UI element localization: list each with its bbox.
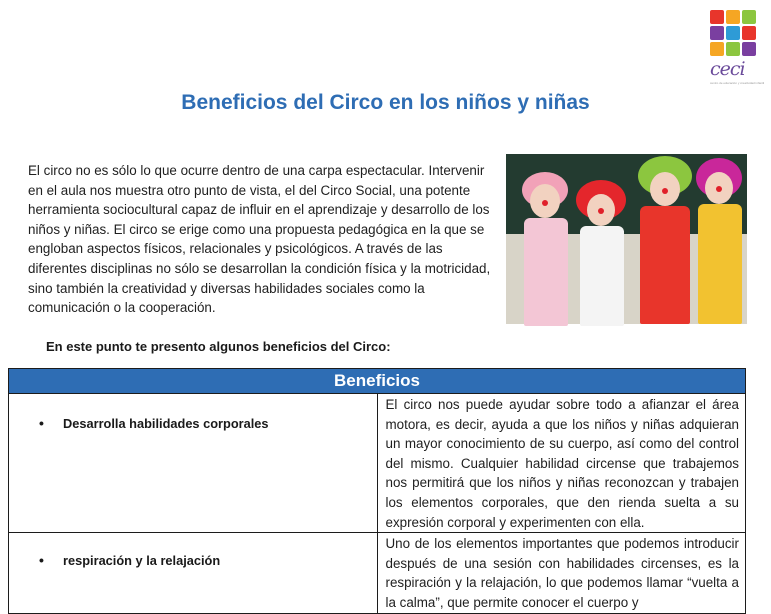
bullet: • [39, 415, 44, 431]
benefit-description: Uno de los elementos importantes que podemos introducir después de una sesión con habilidades circenses, es la respiración y la relajación, lo que podemos llamar “vuelta a la calma”, que permite conocer el cuerpo y [377, 533, 746, 613]
logo-tile [710, 26, 724, 40]
benefit-description: El circo nos puede ayudar sobre todo a afianzar el área motora, es decir, ayuda a que los niños y niñas adquieran un mayor conocimiento de su cuerpo, así como del control del mismo. Cualquier habilidad circense que trabajemos nos permitirá que los niños y niñas reconozcan y trabajen los elementos corporales, que den rienda suelta a su expresión corporal y experimenten con ella. [377, 394, 746, 533]
bullet: • [39, 552, 44, 569]
benefits-table [8, 368, 746, 614]
table-header: Beneficios [9, 369, 746, 394]
benefit-cell [9, 533, 378, 613]
clown-nose [542, 200, 548, 206]
logo-tile [726, 26, 740, 40]
benefit-label: respiración y la relajación [63, 553, 221, 569]
logo-tile [742, 26, 756, 40]
ceci-logo [710, 10, 765, 90]
logo-tagline: centro de educación y creatividad infantil [710, 81, 765, 85]
logo-tiles [710, 10, 760, 56]
benefit-item [39, 533, 377, 570]
logo-tile [742, 10, 756, 24]
benefits-intro-heading: En este punto te presento algunos beneficios del Circo: [46, 339, 391, 354]
benefit-label: Desarrolla habilidades corporales [63, 416, 269, 431]
logo-wordmark: ceci [710, 58, 745, 80]
benefit-cell [9, 394, 378, 533]
logo-tile [710, 42, 724, 56]
clown-costume [640, 206, 690, 324]
table-row [9, 394, 746, 533]
logo-tile [710, 10, 724, 24]
intro-paragraph: El circo no es sólo lo que ocurre dentro de una carpa espectacular. Intervenir en el aula nos muestra otro punto de vista, el del Circo Social, una potente herramienta sociocultural capaz de influir en el aprendizaje y desarrollo de los niños y niñas. El circo se erige como una propuesta pedagógica en la que se engloban aspectos físicos, relacionales y psicológicos. A través de las diferentes disciplinas no sólo se desarrollan la condición física y la motricidad, sino también la creatividad y diversas habilidades sociales como la comunicación o la cooperación. [28, 163, 491, 316]
clown-costume [698, 204, 742, 324]
logo-tile [726, 10, 740, 24]
clown-costume [580, 226, 624, 326]
page-title: Beneficios del Circo en los niños y niñas [181, 91, 590, 114]
clown-nose [662, 188, 668, 194]
clown-nose [598, 208, 604, 214]
clown-children-photo [506, 154, 747, 324]
clown-costume [524, 218, 568, 326]
table-header-row [9, 369, 746, 394]
logo-tile [742, 42, 756, 56]
clown-nose [716, 186, 722, 192]
logo-tile [726, 42, 740, 56]
table-row [9, 533, 746, 613]
benefit-item [39, 394, 377, 433]
